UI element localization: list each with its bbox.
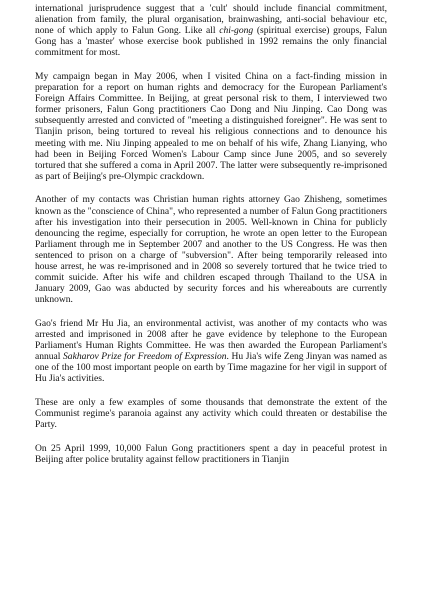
- text-run: On 25 April 1999, 10,000 Falun Gong practitioners spent a day in peaceful protest in Beijing after police brutality against fellow practitioners in Tianjin: [35, 442, 387, 465]
- paragraph-6: [35, 443, 387, 465]
- paragraph-5: [35, 397, 387, 430]
- text-run: My campaign began in May 2006, when I visited China on a fact-finding mission in preparation for a report on human rights and democracy for the European Parliament's Foreign Affairs Committee. In Beijing, at great personal risk to them, I interviewed two former prisoners, Falun Gong practitioners Cao Dong and Niu Jinping. Cao Dong was subsequently arrested and convicted of "meeting a distinguished foreigner". He was sent to Tianjin prison, being tortured to reveal his religious connections and to denounce his meeting with me. Niu Jinping appealed to me on behalf of his wife, Zhang Lianying, who had been in Beijing Forced Women's Labour Camp since June 2005, and so severely tortured that she suffered a coma in April 2007. The latter were subsequently re-imprisoned as part of Beijing's pre-Olympic crackdown.: [35, 70, 387, 182]
- text-run: international jurisprudence suggest that a 'cult' should include financial commitment, alienation from family, the plural organisation, brainwashing, anti-social behaviour etc, none of which apply to Falun Gong. Like all: [35, 3, 387, 37]
- italic-prize-name: Sakharov Prize for Freedom of Expression: [63, 351, 227, 363]
- text-run: These are only a few examples of some thousands that demonstrate the extent of the Communist regime's paranoia against any activity which could threaten or destabilise the Party.: [35, 396, 387, 431]
- text-run: Gao's friend Mr Hu Jia, an environmental activist, was another of my contacts who was arrested and imprisoned in 2008 after he gave evidence by telephone to the European Parliament's Human Rights Committee. He was then awarded the European Parliament's annual: [35, 317, 387, 363]
- italic-term-chi-gong: chi-gong: [219, 25, 254, 37]
- paragraph-4: [35, 318, 387, 385]
- paragraph-2: [35, 71, 387, 182]
- paragraph-3: [35, 194, 387, 305]
- text-run: . Hu Jia's wife Zeng Jinyan was named as one of the 100 most important people on earth by Time magazine for her vigil in support of Hu Jia's activities.: [35, 351, 387, 385]
- paragraph-1: [35, 3, 387, 58]
- text-run: (spiritual exercise) groups, Falun Gong has a 'master' whose exercise book published in 1992 remains the only financial commitment for most.: [35, 25, 387, 59]
- text-run: Another of my contacts was Christian human rights attorney Gao Zhisheng, sometimes known as the "conscience of China", who represented a number of Falun Gong practitioners after his investigation into their persecution in 2005. Well-known in China for publicly denouncing the regime, especially for corruption, he wrote an open letter to the European Parliament through me in September 2007 and another to the US Congress. He was then sentenced to prison on a charge of "subversion". After being temporarily released into house arrest, he was re-imprisoned and in 2008 so severely tortured that he twice tried to commit suicide. After his wife and children escaped through Thailand to the USA in January 2009, Gao was abducted by security forces and his whereabouts are currently unknown.: [35, 194, 387, 306]
